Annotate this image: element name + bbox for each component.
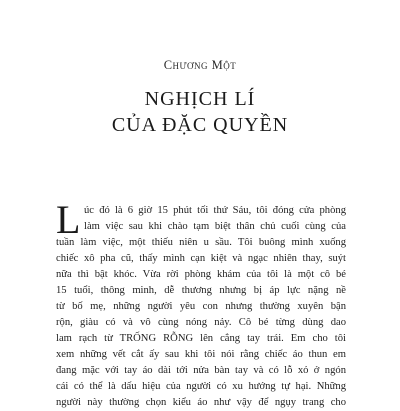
body-paragraph bbox=[56, 197, 346, 411]
paragraph-line: 15 tuổi, thông minh, dễ thương nhưng bị áp lực nặng nề bbox=[56, 285, 346, 296]
chapter-title-line-1: NGHỊCH LÍ bbox=[144, 88, 256, 110]
chapter-label: Chương Một bbox=[163, 58, 237, 72]
paragraph-line: đang mặc với tay áo dài tới nửa bàn tay và có lỗ xỏ ở ngón bbox=[56, 365, 346, 376]
paragraph-line: người này thường chọn kiểu áo như vậy để ngụy trang cho bbox=[56, 397, 346, 408]
paragraph-line: chiếc xô pha cũ, thấy mình cạn kiệt và ngạc nhiên thay, suýt bbox=[56, 253, 346, 264]
drop-cap: L bbox=[56, 197, 81, 242]
paragraph-line: làm việc sau khi chào tạm biệt thân chủ cuối cùng của bbox=[84, 221, 346, 232]
chapter-title-line-2: CỦA ĐẶC QUYỀN bbox=[111, 114, 289, 136]
paragraph-line: xem những vết cắt ấy sau khi tôi nói rằng chiếc áo thun em bbox=[56, 349, 346, 360]
paragraph-line: úc đó là 6 giờ 15 phút tối thứ Sáu, tôi đóng cửa phòng bbox=[84, 205, 346, 216]
paragraph-line: lam rạch từ TRỐNG RỖNG lên cẳng tay trái. Em cho tôi bbox=[56, 333, 346, 344]
chapter-title bbox=[0, 86, 400, 138]
paragraph-line: cái có thể là dấu hiệu của người có xu hướng tự hại. Những bbox=[56, 381, 346, 392]
paragraph-line: rộn, giàu có và vô cùng nóng nảy. Cô bé từng dùng dao bbox=[56, 317, 346, 328]
paragraph-line: từ bố mẹ, những người yêu con nhưng thường xuyên bận bbox=[56, 301, 346, 312]
paragraph-line: tuần làm việc, một thiếu niên u sầu. Tôi buông mình xuống bbox=[56, 237, 346, 248]
paragraph-line: nữa thì bật khóc. Vừa rời phòng khám của tôi là một cô bé bbox=[56, 269, 346, 280]
